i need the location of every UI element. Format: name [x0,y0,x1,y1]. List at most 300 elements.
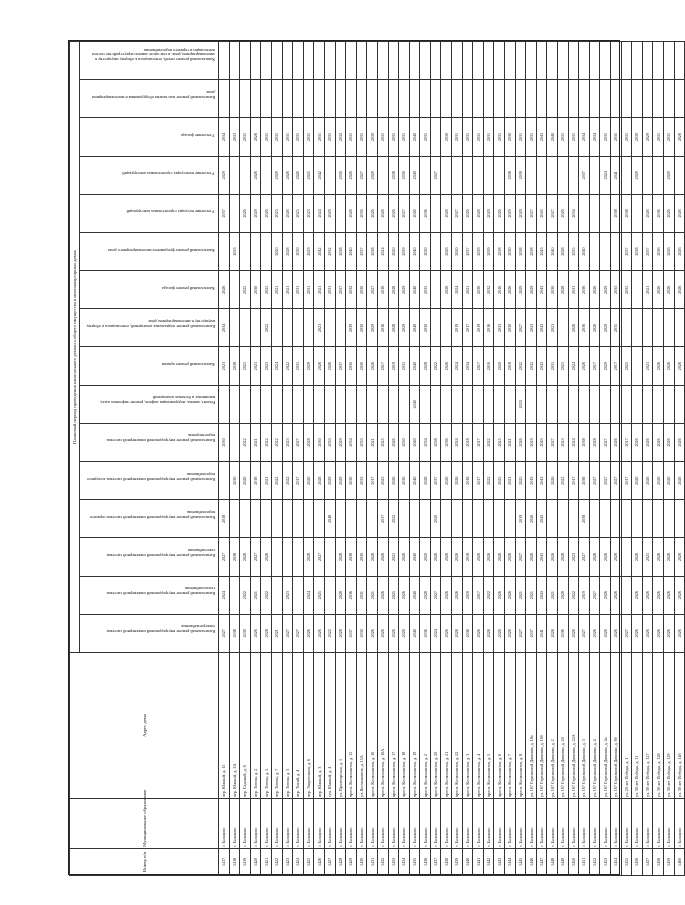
table-row [314,42,325,876]
row-address: пер. Южный, д. 15 [219,652,230,798]
row-year [250,309,261,347]
row-year: 2026 [663,271,674,309]
row-year [621,500,632,538]
row-address: ул. 167 Стрелковой Дивизии, д. 18а [526,652,537,798]
row-year [420,156,431,194]
row-year: 2031 [483,118,494,156]
row-year [219,385,230,423]
row-year [261,500,272,538]
table-row [399,42,410,876]
row-year: 2026 [505,614,516,652]
row-year: 2033 [356,462,367,500]
row-year: 2026 [505,538,516,576]
header-work-type-label: Капитальный ремонт внутридомовой инженерной системы холодного водоснабжения [86,472,215,482]
row-address: просп. Космонавтов, д. 4 [473,652,484,798]
header-work-type-label: Капитальный ремонт внутридомовой инженерной системы электроснабжения [106,624,215,635]
table-row [494,42,505,876]
row-year [483,500,494,538]
row-number: 1451 [579,848,590,875]
header-number: Номер п/п [70,848,219,875]
row-year [430,271,441,309]
row-year: 2025 [494,423,505,461]
row-address: пер. Южный, д. 3 [314,652,325,798]
row-address: пер. Южный, д. 3А [229,652,240,798]
row-number: 1419 [240,848,251,875]
table-row [430,42,441,876]
row-year [494,385,505,423]
row-year [547,80,558,118]
row-year [568,156,579,194]
row-year: 2016 [377,309,388,347]
row-year: 2020 [430,500,441,538]
row-year: 2029 [399,309,410,347]
row-year: 2026 [324,347,335,385]
header-work-type-label: Капитальный ремонт фундамента многоквартирного дома [108,247,215,253]
row-municipality: г. Балаково [409,799,420,849]
row-year [526,80,537,118]
row-year [271,538,282,576]
row-year [483,156,494,194]
row-address: просп. Космонавтов, д. 22 [452,652,463,798]
row-year: 2031 [420,118,431,156]
row-number: 1417 [219,848,230,875]
row-year: 2026 [526,500,537,538]
row-year [409,80,420,118]
row-year: 2023 [282,576,293,614]
row-year: 2027 [600,423,611,461]
row-year: 2043 [536,118,547,156]
row-year: 2038 [515,232,526,270]
row-year [621,385,632,423]
row-year: 2021 [462,271,473,309]
row-year [610,42,621,80]
row-year: 2017 [462,309,473,347]
row-year [293,309,304,347]
row-year [335,385,346,423]
row-year: 2026 [653,423,664,461]
row-year [632,42,643,80]
row-year [324,538,335,576]
row-year [240,42,251,80]
row-year [473,500,484,538]
row-year: 2029 [271,156,282,194]
row-year [632,385,643,423]
row-year [314,385,325,423]
row-year: 2033 [229,232,240,270]
row-year: 2038 [346,538,357,576]
row-year [229,576,240,614]
row-year [600,232,611,270]
table-row [505,42,516,876]
row-year: 2018 [219,500,230,538]
row-year [452,42,463,80]
row-year: 2021 [505,462,516,500]
row-year [579,385,590,423]
row-year: 2029 [600,309,611,347]
row-year [303,309,314,347]
row-year: 2031 [547,347,558,385]
row-municipality: г. Балаково [430,799,441,849]
row-year: 2031 [399,347,410,385]
row-year: 2025 [271,194,282,232]
row-year: 2029 [303,347,314,385]
row-year [282,538,293,576]
row-year: 2021 [505,423,516,461]
row-year [462,42,473,80]
row-year [600,194,611,232]
row-municipality: г. Балаково [282,799,293,849]
table-row [377,42,388,876]
row-year: 2036 [653,232,664,270]
row-municipality: г. Балаково [271,799,282,849]
row-municipality: г. Балаково [399,799,410,849]
row-year [282,500,293,538]
row-year [505,385,516,423]
row-year: 2026 [261,194,272,232]
row-year [473,42,484,80]
row-year [473,385,484,423]
row-year: 2029 [324,194,335,232]
row-year: 2039 [346,309,357,347]
table-row [526,42,537,876]
row-year [653,156,664,194]
row-year [346,42,357,80]
row-year [483,42,494,80]
row-year [473,80,484,118]
row-number: 1422 [271,848,282,875]
row-year: 2030 [399,462,410,500]
row-year [420,500,431,538]
row-year: 2032 [526,347,537,385]
row-year: 2030 [420,309,431,347]
row-year: 2021 [642,271,653,309]
row-year: 2017 [293,462,304,500]
row-year: 2027 [430,576,441,614]
row-year: 2027 [621,614,632,652]
row-year: 2031 [356,576,367,614]
row-municipality: г. Балаково [240,799,251,849]
row-year: 2030 [314,423,325,461]
row-municipality: г. Балаково [558,799,569,849]
row-year: 2040 [409,423,420,461]
row-year: 2026 [367,614,378,652]
row-year: 2026 [663,538,674,576]
row-year [388,80,399,118]
table-row [642,42,653,876]
row-year [568,42,579,80]
row-year: 2031 [303,118,314,156]
row-year: 2031 [568,118,579,156]
row-year: 2021 [314,271,325,309]
row-year: 2026 [399,538,410,576]
row-year: 2026 [494,614,505,652]
row-year: 2028 [420,347,431,385]
row-year [314,80,325,118]
row-year [558,80,569,118]
row-year [240,232,251,270]
row-year: 2017 [610,347,621,385]
row-address: просп. Космонавтов, д. 17 [388,652,399,798]
row-year: 2016 [483,347,494,385]
row-year [240,385,251,423]
row-year: 2043 [536,232,547,270]
row-year [452,156,463,194]
table-row [653,42,664,876]
row-year: 2026 [441,232,452,270]
row-year: 2031 [494,118,505,156]
row-year: 2029 [526,271,537,309]
row-number: 1456 [632,848,643,875]
header-work-type-label: Капитальный ремонт или замена оборудования в многоквартирном доме [91,90,215,100]
row-year: 2026 [642,462,653,500]
row-year: 2022 [261,576,272,614]
table-row [536,42,547,876]
row-year: 2035 [610,309,621,347]
row-number: 1455 [621,848,632,875]
row-year: 2038 [229,538,240,576]
row-year [505,80,516,118]
row-year [642,309,653,347]
header-work-type [80,232,219,270]
row-year: 2031 [240,118,251,156]
row-year [473,156,484,194]
row-year: 2023 [526,309,537,347]
row-year: 2026 [314,614,325,652]
row-year: 2026 [483,614,494,652]
row-year: 2025 [293,194,304,232]
row-year: 2035 [610,118,621,156]
row-municipality: г. Балаково [536,799,547,849]
row-year [674,385,685,423]
row-year [377,80,388,118]
row-year: 2026 [674,576,685,614]
row-year: 2029 [600,347,611,385]
row-year [674,309,685,347]
row-year: 2023 [219,347,230,385]
row-year [409,42,420,80]
row-year: 2024 [430,614,441,652]
row-year [589,500,600,538]
row-municipality: г. Балаково [621,799,632,849]
row-year: 2028 [282,232,293,270]
table-row [335,42,346,876]
row-number: 1435 [409,848,420,875]
row-year [229,385,240,423]
row-year: 2043 [536,271,547,309]
row-year [261,80,272,118]
row-year: 2021 [367,423,378,461]
row-year [293,538,304,576]
row-number: 1449 [558,848,569,875]
row-year: 2040 [409,309,420,347]
row-municipality: г. Балаково [483,799,494,849]
row-number: 1427 [324,848,335,875]
header-work-type-label: Капитальный ремонт крыши [162,362,215,368]
row-year: 2030 [399,423,410,461]
row-year [229,271,240,309]
row-year: 2024 [314,194,325,232]
row-year: 2027 [219,614,230,652]
row-year: 2036 [346,576,357,614]
row-year: 2027 [250,538,261,576]
row-municipality: г. Балаково [356,799,367,849]
row-year: 2031 [356,118,367,156]
row-number: 1438 [441,848,452,875]
row-municipality: г. Балаково [632,799,643,849]
row-number: 1428 [335,848,346,875]
header-work-type-label: Капитальный ремонт внутридомовой инженерной системы теплоснабжения [106,586,215,597]
row-year: 2020 [420,538,431,576]
row-year [324,385,335,423]
row-year: 2030 [547,271,558,309]
row-year: 2019 [452,309,463,347]
row-year: 2038 [579,462,590,500]
row-year: 2021 [271,614,282,652]
row-year: 2026 [663,423,674,461]
row-year: 2030 [240,614,251,652]
row-year: 2025 [240,271,251,309]
row-year: 2042 [314,232,325,270]
header-work-type [80,347,219,385]
table-row [229,42,240,876]
row-year [558,500,569,538]
row-year: 2026 [473,194,484,232]
row-municipality: г. Балаково [441,799,452,849]
row-year: 2026 [642,576,653,614]
row-year [367,42,378,80]
row-year [219,232,230,270]
row-year: 2022 [483,576,494,614]
row-year [324,42,335,80]
row-year [621,538,632,576]
row-year: 2031 [621,118,632,156]
row-year: 2026 [441,271,452,309]
row-year: 2026 [515,423,526,461]
row-year: 2034 [420,423,431,461]
row-year [271,385,282,423]
row-year [388,42,399,80]
row-year: 2035 [600,118,611,156]
row-year [589,156,600,194]
row-municipality: г. Балаково [473,799,484,849]
row-year: 2026 [653,271,664,309]
row-year: 2024 [303,576,314,614]
header-work-type [80,385,219,423]
row-year: 2022 [282,347,293,385]
row-year [526,42,537,80]
row-year: 2020 [663,156,674,194]
row-year: 2026 [632,462,643,500]
row-address: ул. 167 Стрелковой Дивизии, д. 18б [536,652,547,798]
row-year: 2028 [589,423,600,461]
row-year: 2040 [409,347,420,385]
row-year [483,385,494,423]
header-work-type [80,80,219,118]
row-number: 1420 [250,848,261,875]
row-address: ул. 20 лет Победы, д. 1 [621,652,632,798]
row-address: просп. Космонавтов, д. 21 [441,652,452,798]
row-year [494,500,505,538]
row-number: 1441 [473,848,484,875]
row-year: 2039 [483,232,494,270]
row-address: ул. 167 Стрелковой Дивизии, д. 4 [589,652,600,798]
row-number: 1452 [589,848,600,875]
row-year: 2026 [526,538,537,576]
row-year: 2027 [515,538,526,576]
table-row [356,42,367,876]
row-year: 2038 [610,194,621,232]
row-year: 2040 [547,118,558,156]
row-year [642,42,653,80]
row-year: 2021 [250,347,261,385]
row-year: 2026 [452,614,463,652]
row-year [377,42,388,80]
row-number: 1440 [462,848,473,875]
row-address: просп. Космонавтов, д. 3 [462,652,473,798]
header-work-type [80,614,219,652]
table-row [589,42,600,876]
table-row [462,42,473,876]
row-year [536,42,547,80]
row-year: 2029 [399,271,410,309]
row-year: 2026 [642,194,653,232]
row-year: 2031 [388,118,399,156]
row-year: 2022 [282,462,293,500]
row-year: 2026 [653,462,664,500]
row-year: 2022 [430,347,441,385]
row-year [526,156,537,194]
row-year: 2026 [388,423,399,461]
row-year: 2030 [219,423,230,461]
row-year: 2026 [388,462,399,500]
row-year [621,80,632,118]
row-year: 2038 [388,156,399,194]
row-year: 2031 [282,118,293,156]
row-year: 2022 [271,462,282,500]
row-year [547,156,558,194]
row-year: 2026 [388,194,399,232]
row-year: 2026 [441,576,452,614]
row-year: 2021 [515,576,526,614]
row-year [271,576,282,614]
table-row [600,42,611,876]
row-year [261,232,272,270]
header-work-type [80,271,219,309]
row-year: 2038 [367,232,378,270]
row-year: 2027 [293,423,304,461]
row-year [515,80,526,118]
row-year: 2040 [409,576,420,614]
row-year: 2036 [653,194,664,232]
row-year: 2026 [653,347,664,385]
row-year: 2026 [674,538,685,576]
row-year [642,156,653,194]
row-year [377,385,388,423]
row-year [462,385,473,423]
row-year: 2019 [526,423,537,461]
row-year [653,309,664,347]
row-year: 2031 [473,118,484,156]
row-address: просп. Космонавтов, д. 20 [430,652,441,798]
row-year: 2040 [409,118,420,156]
row-number: 1430 [356,848,367,875]
row-year: 2022 [261,309,272,347]
row-year: 2038 [621,194,632,232]
row-year: 2043 [536,309,547,347]
row-number: 1434 [399,848,410,875]
row-year [674,42,685,80]
row-year: 2026 [282,194,293,232]
